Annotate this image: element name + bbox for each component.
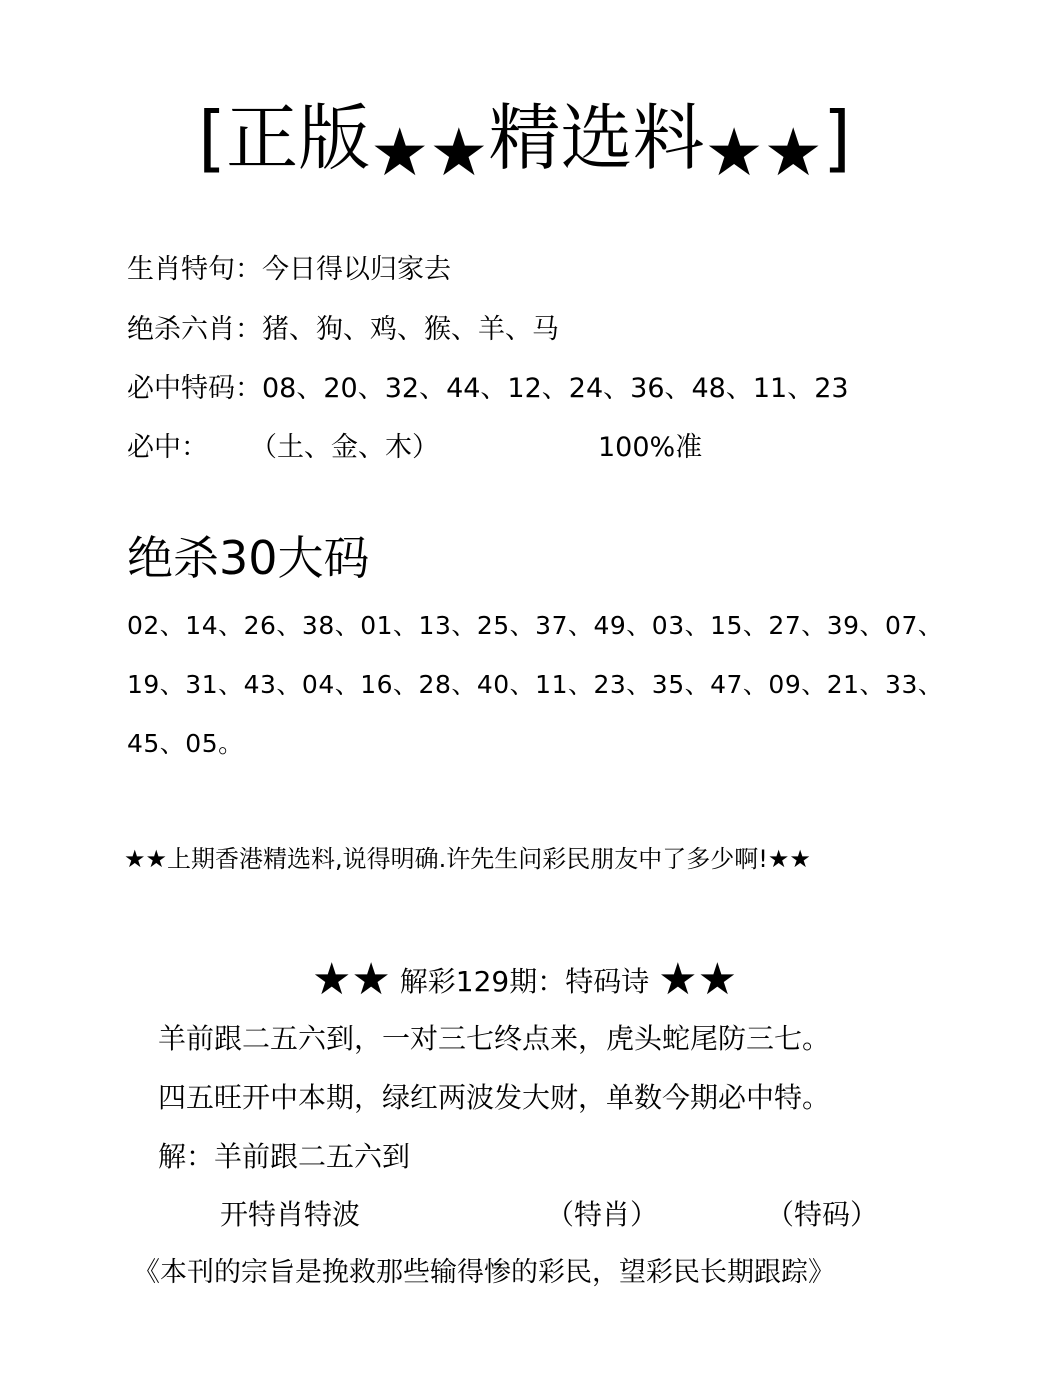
zodiac-phrase-label: 生肖特句： — [127, 254, 262, 285]
open-label: 开特肖特波 — [220, 1198, 361, 1231]
must-hit-codes-label: 必中特码： — [127, 373, 262, 404]
star-icon: ★★ — [370, 114, 489, 191]
special-zodiac-label: （特肖） — [546, 1198, 659, 1231]
page-title — [0, 88, 1049, 191]
must-hit-elements: （土、金、木） — [250, 432, 439, 463]
kill30-row-1: 02、14、26、38、01、13、25、37、49、03、15、27、39、07、 — [127, 611, 944, 640]
star-icon: ★★ — [311, 954, 391, 1005]
poem-line-2: 四五旺开中本期，绿红两波发大财，单数今期必中特。 — [158, 1081, 831, 1114]
explain-value: 羊前跟二五六到 — [214, 1140, 411, 1173]
zodiac-phrase-value: 今日得以归家去 — [262, 254, 451, 285]
kill30-heading: 绝杀30大码 — [127, 531, 370, 585]
poem-line-1: 羊前跟二五六到，一对三七终点来，虎头蛇尾防三七。 — [158, 1022, 831, 1055]
title-left: [正版 — [198, 96, 371, 180]
footer-motto: 《本刊的宗旨是挽救那些输得惨的彩民，望彩民长期跟踪》 — [133, 1257, 835, 1288]
accuracy-label: 100%准 — [598, 432, 703, 463]
kill-six-label: 绝杀六肖： — [127, 314, 262, 345]
kill-six-row — [127, 312, 559, 348]
star-icon: ★★ — [704, 114, 823, 191]
title-mid: 精选料 — [488, 96, 705, 180]
poem-explain-row — [158, 1138, 410, 1176]
star-icon: ★★ — [658, 954, 738, 1005]
title-right: ] — [822, 96, 851, 180]
explain-label: 解： — [158, 1140, 215, 1173]
must-hit-codes-row — [127, 371, 849, 407]
poem-heading-text: 解彩129期：特码诗 — [399, 965, 650, 998]
must-hit-row — [127, 430, 208, 466]
special-code-label: （特码） — [766, 1198, 879, 1231]
poem-heading — [0, 952, 1049, 1007]
kill30-row-3: 45、05。 — [127, 729, 244, 758]
kill-six-value: 猪、狗、鸡、猴、羊、马 — [262, 314, 559, 345]
kill30-row-2: 19、31、43、04、16、28、40、11、23、35、47、09、21、33、 — [127, 670, 944, 699]
zodiac-phrase-row — [127, 252, 451, 288]
notice-banner: ★★上期香港精选料,说得明确.许先生问彩民朋友中了多少啊!★★ — [124, 845, 811, 873]
must-hit-label: 必中： — [127, 432, 208, 463]
must-hit-codes-value: 08、20、32、44、12、24、36、48、11、23 — [262, 373, 849, 404]
